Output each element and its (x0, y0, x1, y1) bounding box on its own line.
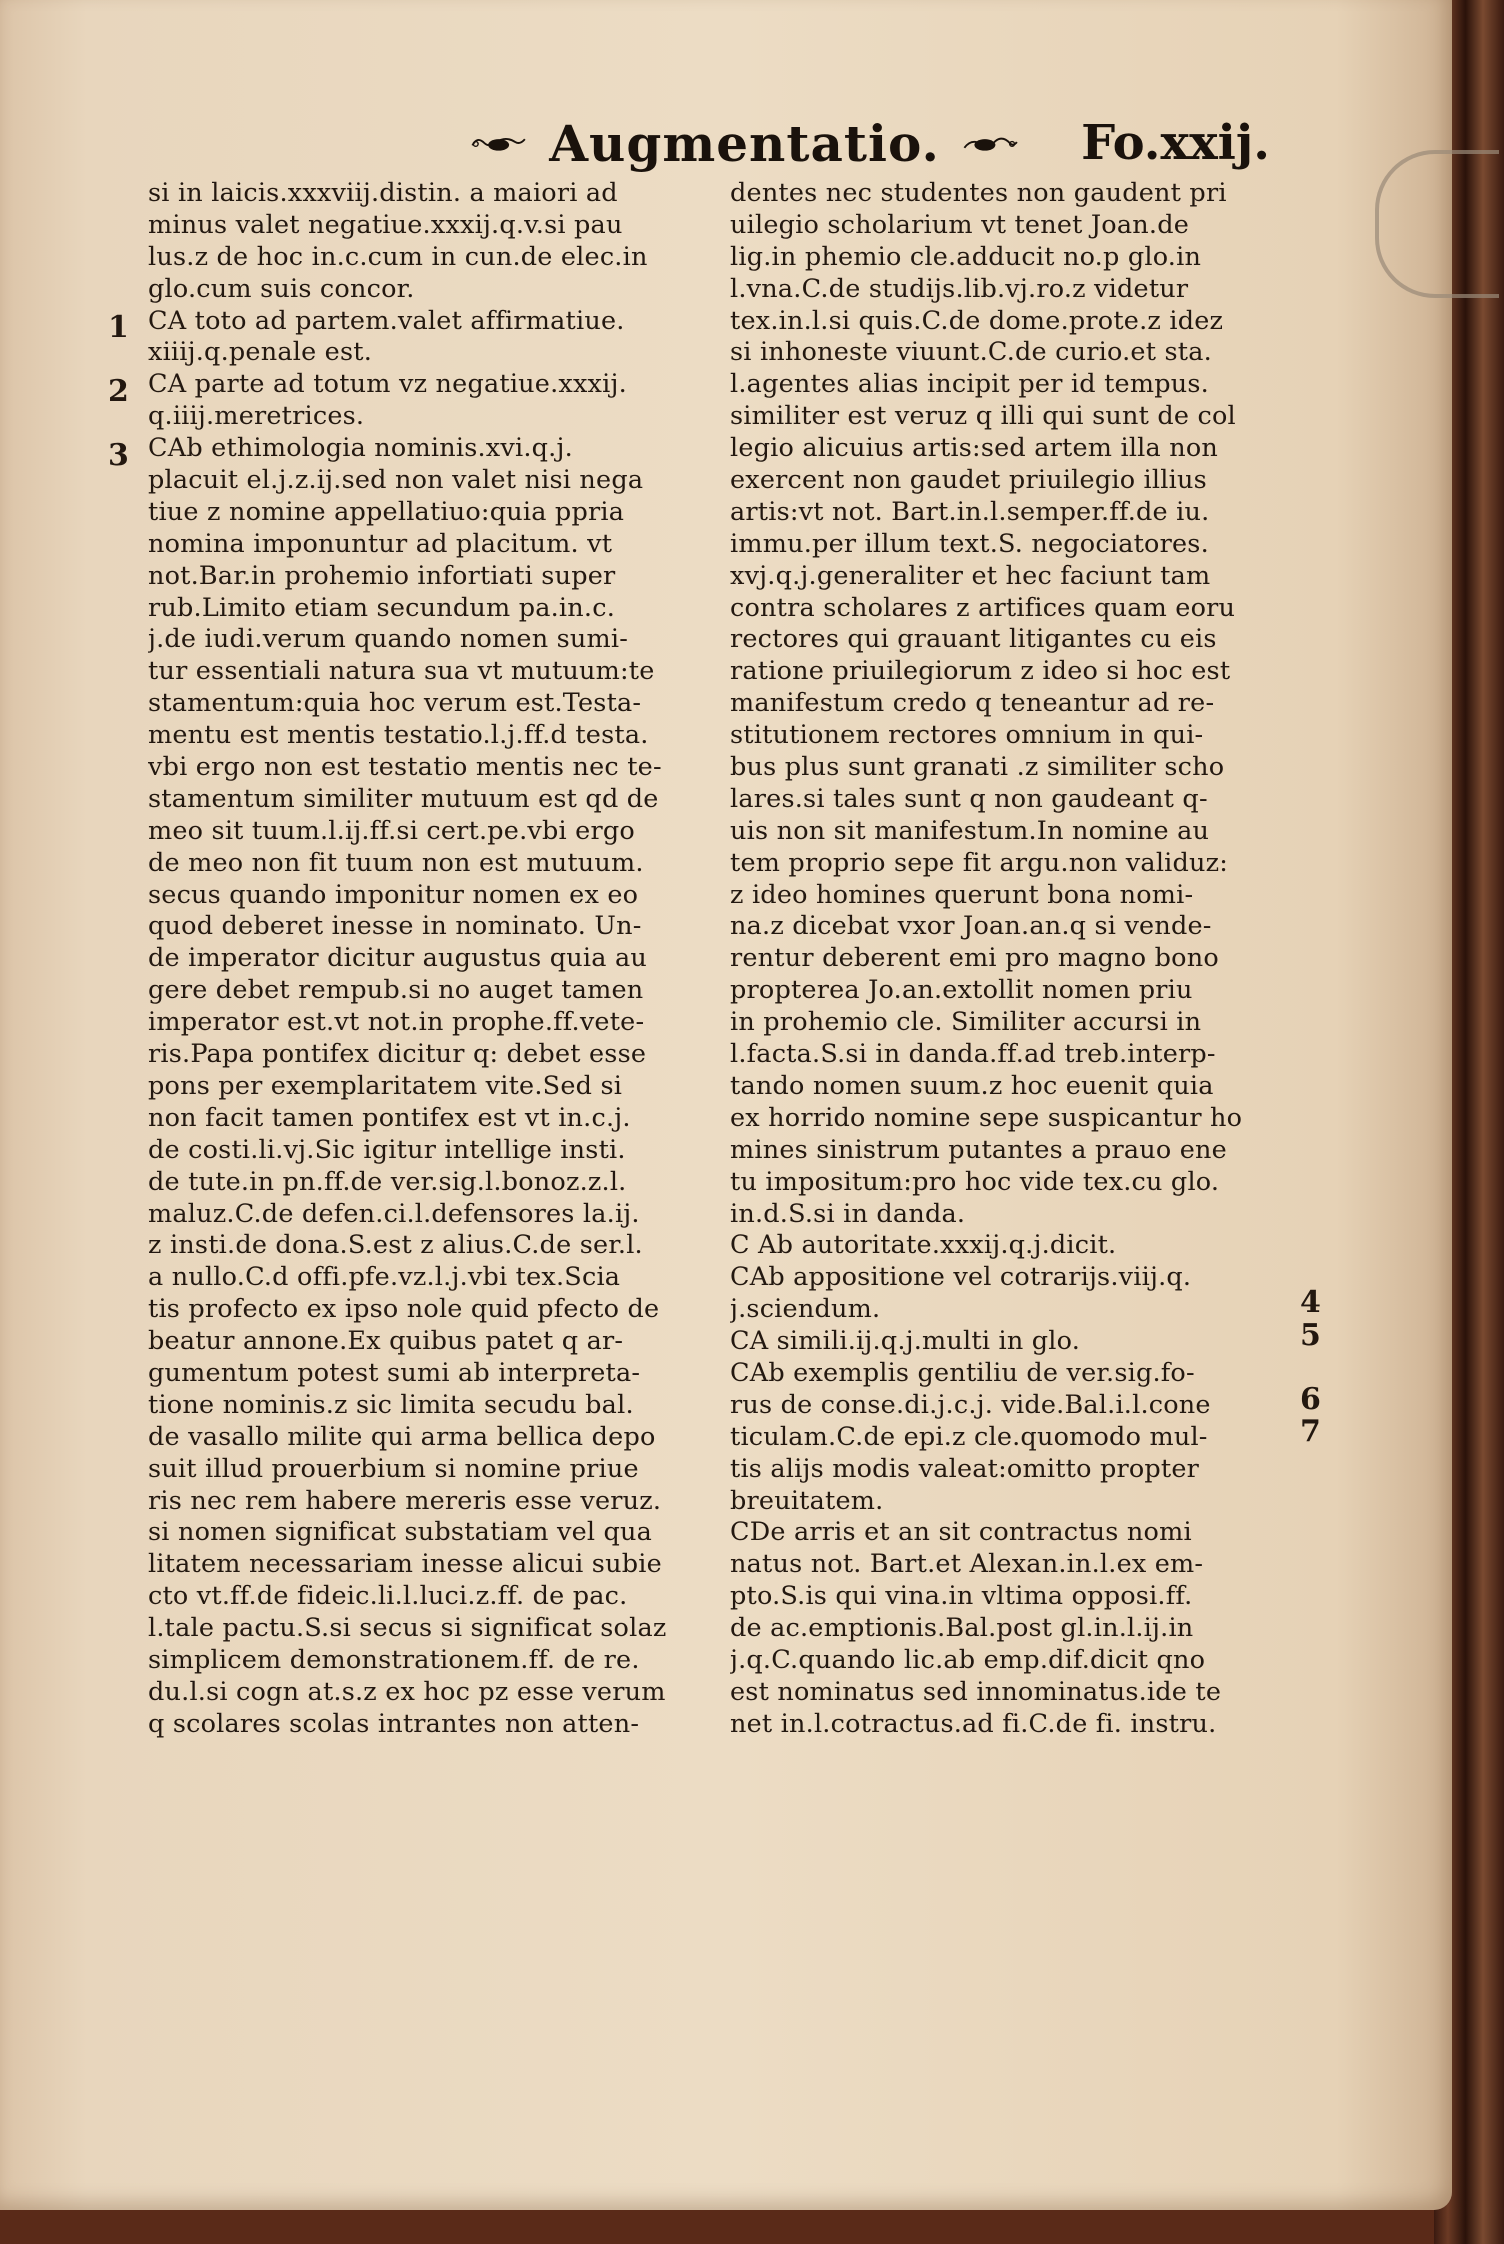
text-line: nomina imponuntur ad placitum. vt (148, 528, 613, 559)
text-line: meo sit tuum.l.ij.ff.si cert.pe.vbi ergo (148, 815, 635, 846)
text-line: lig.in phemio cle.adducit no.p glo.in (730, 241, 1202, 272)
text-line: tione nominis.z sic limita secudu bal. (148, 1389, 634, 1420)
text-line: CAb exemplis gentiliu de ver.sig.fo- (730, 1357, 1195, 1388)
text-line: cto vt.ff.de fideic.li.l.luci.z.ff. de pac. (148, 1581, 628, 1612)
text-line: CA simili.ij.q.j.multi in glo. (730, 1326, 1081, 1357)
text-line: tur essentiali natura sua vt mutuum:te (148, 656, 655, 687)
text-line: CDe arris et an sit contractus nomi (730, 1517, 1192, 1548)
margin-number-6: 6 (1300, 1382, 1321, 1417)
text-line: ticulam.C.de epi.z cle.quomodo mul- (730, 1421, 1208, 1452)
text-line: xvj.q.j.generaliter et hec faciunt tam (730, 560, 1211, 591)
running-title: Augmentatio. (549, 113, 940, 173)
text-line: rectores qui grauant litigantes cu eis (730, 624, 1217, 655)
text-line: bus plus sunt granati .z similiter scho (730, 752, 1225, 783)
text-line: de costi.li.vj.Sic igitur intellige insti. (148, 1134, 626, 1165)
text-line: immu.per illum text.S. negociatores. (730, 528, 1209, 559)
text-line: tando nomen suum.z hoc euenit quia (730, 1070, 1214, 1101)
text-line: exercent non gaudet priuilegio illius (730, 465, 1207, 496)
text-line: xiiij.q.penale est. (148, 337, 373, 368)
text-line: not.Bar.in prohemio infortiati super (148, 560, 616, 591)
text-line: ris.Papa pontifex dicitur q: debet esse (148, 1039, 647, 1070)
text-line: CA parte ad totum vz negatiue.xxxij. (148, 369, 627, 400)
text-line: est nominatus sed innominatus.ide te (730, 1676, 1222, 1707)
text-line: pons per exemplaritatem vite.Sed si (148, 1070, 623, 1101)
text-line: CAb appositione vel cotrarijs.viij.q. (730, 1262, 1192, 1293)
text-line: legio alicuius artis:sed artem illa non (730, 433, 1219, 464)
text-line: litatem necessariam inesse alicui subie (148, 1549, 662, 1580)
text-line: lus.z de hoc in.c.cum in cun.de elec.in (148, 241, 648, 272)
text-line: imperator est.vt not.in prophe.ff.vete- (148, 1007, 645, 1038)
text-line: simplicem demonstrationem.ff. de re. (148, 1644, 640, 1675)
text-line: de vasallo milite qui arma bellica depo (148, 1421, 656, 1452)
text-line: q.iiij.meretrices. (148, 401, 365, 432)
text-line: rus de conse.di.j.c.j. vide.Bal.i.l.cone (730, 1389, 1211, 1420)
text-line: z ideo homines querunt bona nomi- (730, 879, 1194, 910)
text-line: non facit tamen pontifex est vt in.c.j. (148, 1102, 631, 1133)
text-line: tiue z nomine appellatiuo:quia ppria (148, 496, 625, 527)
text-line: breuitatem. (730, 1485, 884, 1516)
text-line: mines sinistrum putantes a prauo ene (730, 1134, 1227, 1165)
text-line: j.de iudi.verum quando nomen sumi- (148, 624, 629, 655)
text-line: beatur annone.Ex quibus patet q ar- (148, 1326, 624, 1357)
text-line: gere debet rempub.si no auget tamen (148, 975, 644, 1006)
margin-number-7: 7 (1300, 1414, 1321, 1449)
text-line: propterea Jo.an.extollit nomen priu (730, 975, 1193, 1006)
text-line: tis alijs modis valeat:omitto propter (730, 1453, 1200, 1484)
text-line: CA toto ad partem.valet affirmatiue. (148, 305, 625, 336)
text-line: in.d.S.si in danda. (730, 1198, 966, 1229)
text-line: tis profecto ex ipso nole quid pfecto de (148, 1294, 660, 1325)
text-line: rentur deberent emi pro magno bono (730, 943, 1219, 974)
text-line: j.q.C.quando lic.ab emp.dif.dicit qno (730, 1644, 1206, 1675)
text-line: C Ab autoritate.xxxij.q.j.dicit. (730, 1230, 1117, 1261)
text-line: glo.cum suis concor. (148, 273, 415, 304)
text-line: de imperator dicitur augustus quia au (148, 943, 647, 974)
folio-number: Fo.xxij. (1081, 115, 1270, 171)
text-line: tex.in.l.si quis.C.de dome.prote.z idez (730, 305, 1224, 336)
text-line: dentes nec studentes non gaudent pri (730, 178, 1227, 208)
text-line: gumentum potest sumi ab interpreta- (148, 1357, 641, 1388)
text-line: tu impositum:pro hoc vide tex.cu glo. (730, 1166, 1220, 1197)
text-line: pto.S.is qui vina.in vltima opposi.ff. (730, 1581, 1193, 1612)
text-line: artis:vt not. Bart.in.l.semper.ff.de iu. (730, 496, 1210, 527)
text-line: suit illud prouerbium si nomine priue (148, 1453, 639, 1484)
text-line: si inhoneste viuunt.C.de curio.et sta. (730, 337, 1212, 368)
running-header (470, 108, 1270, 178)
margin-number-2: 2 (108, 374, 129, 409)
text-line: lares.si tales sunt q non gaudeant q- (730, 783, 1208, 814)
text-line: a nullo.C.d offi.pfe.vz.l.j.vbi tex.Scia (148, 1262, 621, 1293)
page-clip (1375, 150, 1499, 298)
text-line: si in laicis.xxxviij.distin. a maiori ad (148, 178, 618, 208)
text-line: maluz.C.de defen.ci.l.defensores la.ij. (148, 1198, 640, 1229)
text-line: manifestum credo q teneantur ad re- (730, 688, 1215, 719)
text-line: contra scholares z artifices quam eoru (730, 592, 1236, 623)
text-line: na.z dicebat vxor Joan.an.q si vende- (730, 911, 1212, 942)
text-line: tem proprio sepe fit argu.non validuz: (730, 847, 1229, 878)
text-line: similiter est veruz q illi qui sunt de col (730, 401, 1236, 432)
text-line: stamentum similiter mutuum est qd de (148, 783, 659, 814)
text-line: placuit el.j.z.ij.sed non valet nisi nega (148, 465, 644, 496)
text-line: du.l.si cogn at.s.z ex hoc pz esse verum (148, 1676, 666, 1707)
text-line: quod deberet inesse in nominato. Un- (148, 911, 642, 942)
text-line: ex horrido nomine sepe suspicantur ho (730, 1102, 1243, 1133)
text-line: de ac.emptionis.Bal.post gl.in.l.ij.in (730, 1613, 1194, 1644)
text-line: stamentum:quia hoc verum est.Testa- (148, 688, 642, 719)
margin-number-5: 5 (1300, 1318, 1321, 1353)
text-line: minus valet negatiue.xxxij.q.v.si pau (148, 209, 623, 240)
text-line: mentu est mentis testatio.l.j.ff.d testa. (148, 720, 649, 751)
text-line: ratione priuilegiorum z ideo si hoc est (730, 656, 1231, 687)
text-line: de tute.in pn.ff.de ver.sig.l.bonoz.z.l. (148, 1166, 627, 1197)
text-line: de meo non fit tuum non est mutuum. (148, 847, 644, 878)
text-line: CAb ethimologia nominis.xvi.q.j. (148, 433, 573, 464)
text-line: q scolares scolas intrantes non atten- (148, 1708, 640, 1739)
right-text-column (730, 178, 1290, 1741)
text-line: in prohemio cle. Similiter accursi in (730, 1007, 1202, 1038)
text-line: z insti.de dona.S.est z alius.C.de ser.l. (148, 1230, 643, 1261)
margin-number-1: 1 (108, 310, 129, 345)
margin-number-3: 3 (108, 438, 129, 473)
text-line: uis non sit manifestum.In nomine au (730, 815, 1210, 846)
text-line: natus not. Bart.et Alexan.in.l.ex em- (730, 1549, 1204, 1580)
text-line: l.facta.S.si in danda.ff.ad treb.interp- (730, 1039, 1216, 1070)
text-line: uilegio scholarium vt tenet Joan.de (730, 209, 1190, 240)
text-line: l.tale pactu.S.si secus si significat solaz (148, 1613, 667, 1644)
text-line: l.vna.C.de studijs.lib.vj.ro.z videtur (730, 273, 1189, 304)
text-line: j.sciendum. (730, 1294, 881, 1325)
text-line: vbi ergo non est testatio mentis nec te- (148, 752, 662, 783)
text-line: ris nec rem habere mereris esse veruz. (148, 1485, 662, 1516)
text-line: l.agentes alias incipit per id tempus. (730, 369, 1209, 400)
text-line: net in.l.cotractus.ad fi.C.de fi. instru. (730, 1708, 1217, 1739)
text-line: secus quando imponitur nomen ex eo (148, 879, 639, 910)
left-ornament-icon (470, 123, 527, 163)
text-line: rub.Limito etiam secundum pa.in.c. (148, 592, 615, 623)
margin-number-4: 4 (1300, 1285, 1321, 1320)
text-line: stitutionem rectores omnium in qui- (730, 720, 1204, 751)
right-ornament-icon (962, 123, 1019, 163)
left-text-column (148, 178, 713, 1741)
text-line: si nomen significat substatiam vel qua (148, 1517, 653, 1548)
